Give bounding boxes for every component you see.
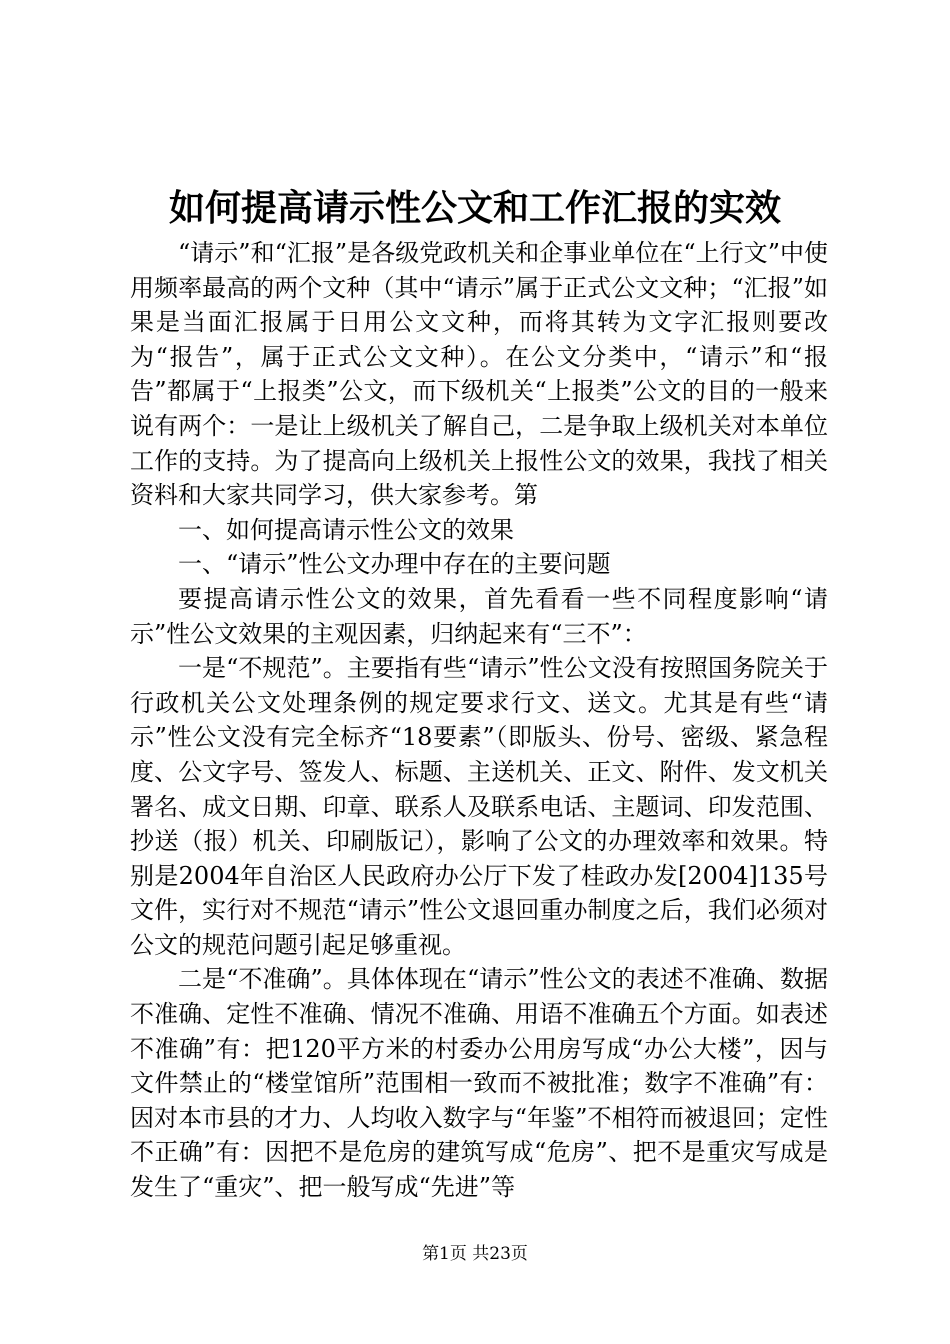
subsection-heading: 一、“请示”性公文办理中存在的主要问题 <box>178 550 611 579</box>
document-title: 如何提高请示性公文和工作汇报的实效 <box>168 187 781 229</box>
body-paragraph: 二是“不准确”。具体体现在“请示”性公文的表述不准确、数据不准确、定性不准确、情况不准确、用语不准确五个方面。如表述不准确”有：把120平方米的村委办公用房写成“办公大楼”，因与文件禁止的“楼堂馆所”范围相一致而不被批准；数字不准确”有：因对本市县的才力、人均收入数字与“年鉴”不相符而被退回；定性不正确”有：因把不是危房的建筑写成“危房”、把不是重灾写成是发生了“重灾”、把一般写成“先进”等 <box>130 965 828 1202</box>
document-body <box>130 236 828 1205</box>
body-paragraph: 要提高请示性公文的效果，首先看看一些不同程度影响“请示”性公文效果的主观因素，归纳起来有“三不”： <box>130 584 828 648</box>
section-heading: 一、如何提高请示性公文的效果 <box>178 515 514 544</box>
body-paragraph: 一是“不规范”。主要指有些“请示”性公文没有按照国务院关于行政机关公文处理条例的规定要求行文、送文。尤其是有些“请示”性公文没有完全标齐“18要素”（即版头、份号、密级、紧急程度、公文字号、签发人、标题、主送机关、正文、附件、发文机关署名、成文日期、印章、联系人及联系电话、主题词、印发范围、抄送（报）机关、印刷版记），影响了公文的办理效率和效果。特别是2004年自治区人民政府办公厅下发了桂政办发[2004]135号文件，实行对不规范“请示”性公文退回重办制度之后，我们必须对公文的规范问题引起足够重视。 <box>130 654 828 959</box>
intro-paragraph: “请示”和“汇报”是各级党政机关和企事业单位在“上行文”中使用频率最高的两个文种（其中“请示”属于正式公文文种；“汇报”如果是当面汇报属于日用公文文种，而将其转为文字汇报则要改为“报告”，属于正式公文文种）。在公文分类中，“请示”和“报告”都属于“上报类”公文，而下级机关“上报类”公文的目的一般来说有两个：一是让上级机关了解自己，二是争取上级机关对本单位工作的支持。为了提高向上级机关上报性公文的效果，我找了相关资料和大家共同学习，供大家参考。第 <box>130 239 828 510</box>
page-number-footer: 第1页 共23页 <box>422 1244 528 1264</box>
